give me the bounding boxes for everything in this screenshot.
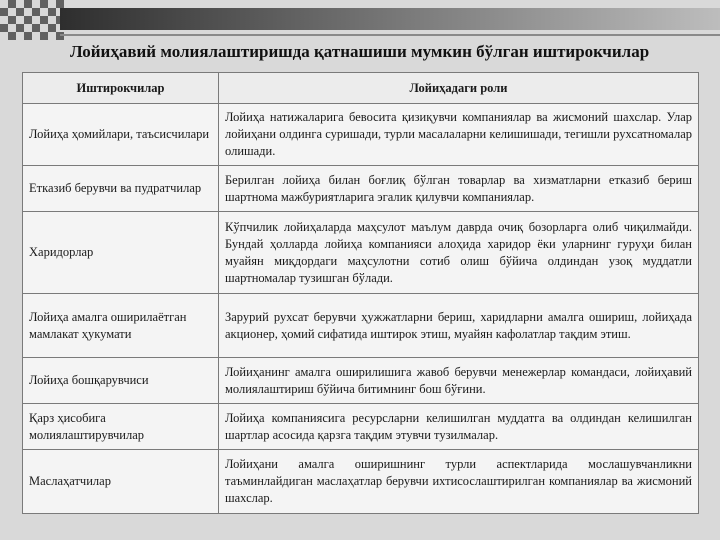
participant-cell: Харидорлар	[23, 212, 219, 294]
header-role: Лойиҳадаги роли	[219, 73, 699, 104]
role-description-cell: Лойиҳа натижаларига бевосита қизиқувчи компаниялар ва жисмоний шахслар. Улар лойиҳани олдинга суришади, турли масалаларни келишишади, тегишли рухсатномалар олишади.	[219, 104, 699, 166]
role-description-cell: Лойиҳа компаниясига ресурсларни келишилган муддатга ва олдиндан келишилган шартлар асосида қарзга тақдим этувчи тузилмалар.	[219, 404, 699, 450]
participant-cell: Маслаҳатчилар	[23, 450, 219, 514]
table-row	[23, 212, 699, 294]
role-description-cell: Лойиҳани амалга оширишнинг турли аспектларида мослашувчанликни таъминлайдиган маслаҳатлар берувчи ихтисослаштирилган компаниялар ва жисмоний шахслар.	[219, 450, 699, 514]
table-header-row	[23, 73, 699, 104]
participant-cell: Лойиҳа бошқарувчиси	[23, 358, 219, 404]
table-row	[23, 358, 699, 404]
participant-cell: Лойиҳа амалга оширилаётган мамлакат ҳукумати	[23, 294, 219, 358]
checker-pattern	[0, 0, 64, 40]
header-participants: Иштирокчилар	[23, 73, 219, 104]
participant-cell: Лойиҳа ҳомийлари, таъсисчилари	[23, 104, 219, 166]
table-row	[23, 294, 699, 358]
table-row	[23, 404, 699, 450]
role-description-cell: Зарурий рухсат берувчи ҳужжатларни бериш, харидларни амалга ошириш, лойиҳада акционер, ҳомий сифатида иштирок этиш, муайян кафолатлар тақдим этиш.	[219, 294, 699, 358]
gradient-bar	[60, 8, 720, 30]
table-row	[23, 166, 699, 212]
header-decoration	[0, 0, 720, 40]
role-description-cell: Кўпчилик лойиҳаларда маҳсулот маълум даврда очиқ бозорларга олиб чиқилмайди. Бундай ҳолларда лойиҳа компанияси алоҳида харидор ёки уларнинг гуруҳи билан муайян миқдордаги маҳсулотни сотиб олиш бўйича олдиндан узоқ муддатли шартномалар тузишган бўлади.	[219, 212, 699, 294]
role-description-cell: Лойиҳанинг амалга оширилишига жавоб берувчи менежерлар командаси, лойиҳавий молиялаштириш бўйича битимнинг бош бўғини.	[219, 358, 699, 404]
header-rule	[60, 34, 720, 36]
participant-cell: Етказиб берувчи ва пудратчилар	[23, 166, 219, 212]
table-row	[23, 104, 699, 166]
table-row	[23, 450, 699, 514]
participant-cell: Қарз ҳисобига молиялаштирувчилар	[23, 404, 219, 450]
participants-table	[22, 72, 699, 514]
role-description-cell: Берилган лойиҳа билан боғлиқ бўлган товарлар ва хизматларни етказиб бериш шартнома мажбуриятларига эгалик қилувчи компаниялар.	[219, 166, 699, 212]
slide-title: Лойиҳавий молиялаштиришда қатнашиши мумкин бўлган иштирокчилар	[70, 42, 650, 61]
